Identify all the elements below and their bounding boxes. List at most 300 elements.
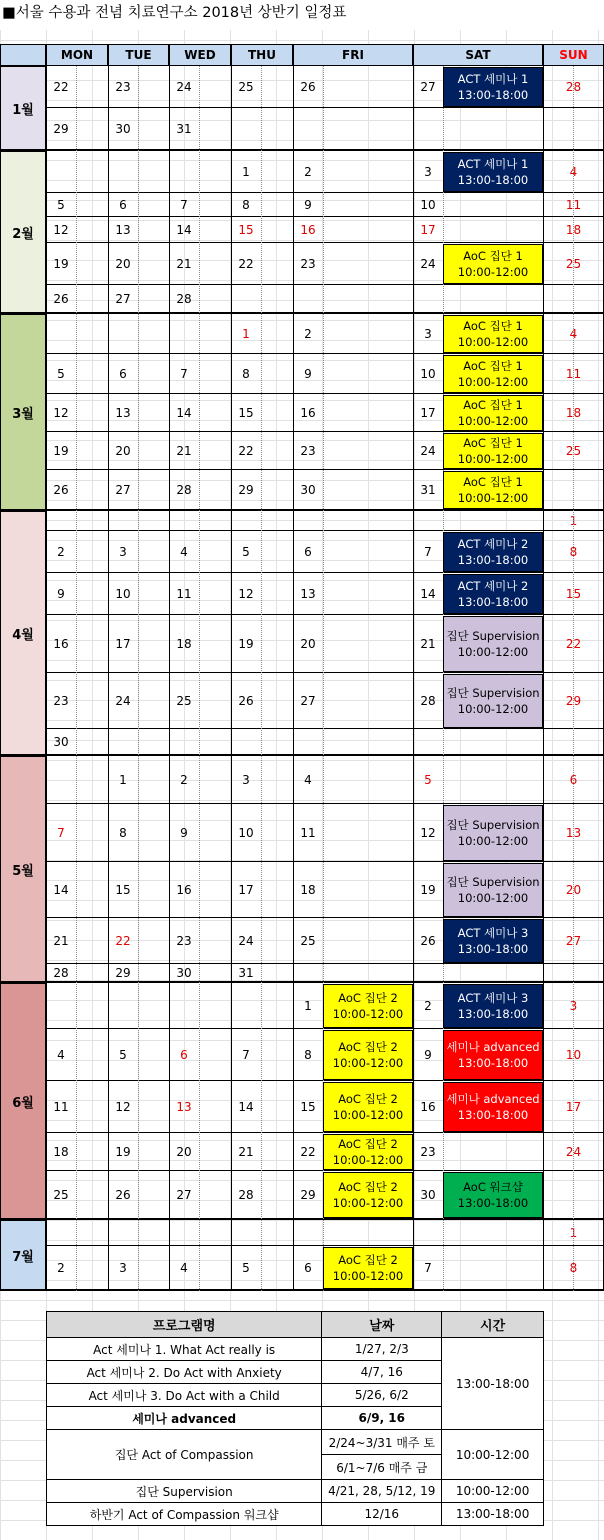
date-cell: 12 bbox=[115, 1100, 131, 1114]
date-cell: 27 bbox=[115, 292, 131, 306]
cell-subdivider bbox=[138, 66, 139, 1291]
column-divider bbox=[293, 44, 294, 1291]
header-corner bbox=[0, 44, 46, 66]
date-cell: 29 bbox=[238, 483, 254, 497]
column-divider bbox=[46, 44, 47, 1291]
date-cell: 6 bbox=[180, 1048, 188, 1062]
date-cell: 1 bbox=[242, 165, 250, 179]
event-aoc bbox=[443, 433, 543, 469]
date-cell: 7 bbox=[424, 545, 432, 559]
date-cell: 4 bbox=[304, 773, 312, 787]
event-title: ACT 세미나 2 bbox=[457, 579, 529, 593]
date-cell: 16 bbox=[176, 883, 192, 897]
program-date: 4/21, 28, 5/12, 19 bbox=[322, 1480, 442, 1503]
date-cell: 29 bbox=[115, 966, 131, 980]
event-title: AoC 집단 2 bbox=[338, 1253, 398, 1267]
event-time: 10:00-12:00 bbox=[457, 645, 529, 659]
date-cell: 23 bbox=[300, 444, 316, 458]
date-cell: 27 bbox=[176, 1188, 192, 1202]
program-name: Act 세미나 3. Do Act with a Child bbox=[47, 1384, 322, 1407]
event-title: ACT 세미나 1 bbox=[457, 157, 529, 171]
date-cell: 22 bbox=[300, 1145, 316, 1159]
event-aoc bbox=[323, 1247, 413, 1289]
event-act bbox=[443, 919, 543, 963]
date-cell: 2 bbox=[57, 545, 65, 559]
date-cell: 15 bbox=[238, 223, 254, 237]
event-time: 13:00-18:00 bbox=[457, 1007, 529, 1021]
event-time: 10:00-12:00 bbox=[457, 375, 529, 389]
date-cell: 31 bbox=[420, 483, 436, 497]
event-aoc bbox=[323, 984, 413, 1028]
date-cell: 9 bbox=[424, 1048, 432, 1062]
date-cell: 14 bbox=[53, 883, 69, 897]
date-cell: 4 bbox=[180, 1261, 188, 1275]
event-title: 집단 Supervision bbox=[446, 629, 540, 643]
date-cell: 2 bbox=[180, 773, 188, 787]
day-header-sun: SUN bbox=[543, 44, 604, 66]
event-time: 10:00-12:00 bbox=[457, 834, 529, 848]
date-cell: 29 bbox=[53, 122, 69, 136]
month-label: 1월 bbox=[0, 66, 46, 150]
event-title: AoC 집단 2 bbox=[338, 1137, 398, 1151]
event-aoc bbox=[443, 395, 543, 431]
date-cell: 17 bbox=[238, 883, 254, 897]
program-name: 집단 Supervision bbox=[47, 1480, 322, 1503]
program-time: 13:00-18:00 bbox=[442, 1503, 544, 1526]
month-label: 5월 bbox=[0, 756, 46, 982]
date-cell: 21 bbox=[53, 934, 69, 948]
date-cell: 3 bbox=[119, 545, 127, 559]
date-cell: 30 bbox=[300, 483, 316, 497]
date-cell: 1 bbox=[569, 1226, 578, 1240]
date-cell: 21 bbox=[420, 637, 436, 651]
event-act bbox=[443, 67, 543, 107]
month-label: 3월 bbox=[0, 314, 46, 510]
page-title: ■서울 수용과 전념 치료연구소 2018년 상반기 일정표 bbox=[0, 0, 604, 30]
date-cell: 6 bbox=[119, 367, 127, 381]
event-title: AoC 집단 1 bbox=[463, 398, 523, 412]
date-cell: 4 bbox=[569, 327, 578, 341]
date-cell: 22 bbox=[238, 444, 254, 458]
date-cell: 8 bbox=[242, 198, 250, 212]
date-cell: 25 bbox=[300, 934, 316, 948]
date-cell: 11 bbox=[176, 587, 192, 601]
date-cell: 10 bbox=[238, 826, 254, 840]
date-cell: 18 bbox=[53, 1145, 69, 1159]
date-cell: 20 bbox=[300, 637, 316, 651]
date-cell: 15 bbox=[565, 587, 582, 601]
date-cell: 12 bbox=[238, 587, 254, 601]
date-cell: 16 bbox=[300, 223, 316, 237]
date-cell: 27 bbox=[300, 694, 316, 708]
date-cell: 5 bbox=[242, 1261, 250, 1275]
date-cell: 9 bbox=[180, 826, 188, 840]
date-cell: 13 bbox=[115, 223, 131, 237]
date-cell: 4 bbox=[57, 1048, 65, 1062]
date-cell: 18 bbox=[565, 223, 582, 237]
event-time: 10:00-12:00 bbox=[332, 1196, 404, 1210]
date-cell: 28 bbox=[238, 1188, 254, 1202]
month-divider bbox=[0, 1218, 604, 1220]
cell-subdivider bbox=[199, 66, 200, 1291]
date-cell: 20 bbox=[115, 444, 131, 458]
event-aoc bbox=[443, 244, 543, 284]
event-title: AoC 집단 1 bbox=[463, 436, 523, 450]
event-adv bbox=[443, 1082, 543, 1132]
date-cell: 5 bbox=[242, 545, 250, 559]
date-cell: 20 bbox=[176, 1145, 192, 1159]
date-cell: 11 bbox=[53, 1100, 69, 1114]
date-cell: 2 bbox=[424, 999, 432, 1013]
program-name: 집단 Act of Compassion bbox=[47, 1430, 322, 1480]
date-cell: 25 bbox=[565, 257, 582, 271]
event-time: 13:00-18:00 bbox=[457, 88, 529, 102]
date-cell: 26 bbox=[238, 694, 254, 708]
program-date: 6/9, 16 bbox=[322, 1407, 442, 1430]
date-cell: 11 bbox=[300, 826, 316, 840]
date-cell: 28 bbox=[53, 966, 69, 980]
event-title: AoC 워크샵 bbox=[463, 1180, 523, 1194]
event-act bbox=[443, 532, 543, 572]
date-cell: 17 bbox=[420, 406, 436, 420]
date-cell: 5 bbox=[424, 773, 432, 787]
event-act bbox=[443, 152, 543, 192]
date-cell: 27 bbox=[565, 934, 582, 948]
date-cell: 13 bbox=[300, 587, 316, 601]
column-divider bbox=[169, 44, 170, 1291]
date-cell: 29 bbox=[565, 694, 582, 708]
event-title: ACT 세미나 2 bbox=[457, 537, 529, 551]
program-row bbox=[47, 1480, 544, 1503]
cell-subdivider bbox=[76, 66, 77, 1291]
cell-subdivider bbox=[573, 66, 574, 1291]
date-cell: 6 bbox=[119, 198, 127, 212]
event-time: 13:00-18:00 bbox=[457, 1108, 529, 1122]
day-header-sat: SAT bbox=[413, 44, 543, 66]
event-time: 10:00-12:00 bbox=[457, 702, 529, 716]
event-title: 세미나 advanced bbox=[446, 1092, 540, 1106]
date-cell: 5 bbox=[57, 367, 65, 381]
date-cell: 24 bbox=[420, 444, 436, 458]
date-cell: 14 bbox=[176, 406, 192, 420]
day-header-mon: MON bbox=[46, 44, 108, 66]
date-cell: 24 bbox=[176, 80, 192, 94]
date-cell: 23 bbox=[53, 694, 69, 708]
date-cell: 12 bbox=[420, 826, 436, 840]
date-cell: 8 bbox=[569, 1261, 578, 1275]
date-cell: 27 bbox=[420, 80, 436, 94]
date-cell: 6 bbox=[304, 545, 312, 559]
date-cell: 7 bbox=[242, 1048, 250, 1062]
program-name: Act 세미나 1. What Act really is bbox=[47, 1338, 322, 1361]
date-cell: 16 bbox=[420, 1100, 436, 1114]
program-time: 13:00-18:00 bbox=[442, 1338, 544, 1430]
day-header-thu: THU bbox=[231, 44, 293, 66]
date-cell: 18 bbox=[300, 883, 316, 897]
date-cell: 25 bbox=[176, 694, 192, 708]
date-cell: 3 bbox=[424, 165, 432, 179]
date-cell: 27 bbox=[115, 483, 131, 497]
event-sup bbox=[443, 805, 543, 861]
date-cell: 22 bbox=[238, 257, 254, 271]
date-cell: 22 bbox=[53, 80, 69, 94]
date-cell: 28 bbox=[420, 694, 436, 708]
date-cell: 25 bbox=[53, 1188, 69, 1202]
event-title: AoC 집단 1 bbox=[463, 319, 523, 333]
event-adv bbox=[443, 1030, 543, 1080]
date-cell: 1 bbox=[242, 327, 250, 341]
event-title: AoC 집단 2 bbox=[338, 1040, 398, 1054]
program-time: 10:00-12:00 bbox=[442, 1430, 544, 1480]
date-cell: 13 bbox=[176, 1100, 192, 1114]
date-cell: 11 bbox=[565, 367, 582, 381]
event-time: 13:00-18:00 bbox=[457, 595, 529, 609]
date-cell: 25 bbox=[238, 80, 254, 94]
date-cell: 3 bbox=[424, 327, 432, 341]
date-cell: 5 bbox=[119, 1048, 127, 1062]
date-cell: 24 bbox=[565, 1145, 582, 1159]
date-cell: 20 bbox=[115, 257, 131, 271]
event-act bbox=[443, 984, 543, 1028]
event-title: ACT 세미나 3 bbox=[457, 926, 529, 940]
date-cell: 12 bbox=[53, 406, 69, 420]
date-cell: 22 bbox=[565, 637, 582, 651]
date-cell: 10 bbox=[565, 1048, 582, 1062]
program-date: 6/1~7/6 매주 금 bbox=[322, 1455, 442, 1480]
month-label: 4월 bbox=[0, 511, 46, 755]
date-cell: 8 bbox=[304, 1048, 312, 1062]
date-cell: 2 bbox=[304, 327, 312, 341]
event-time: 10:00-12:00 bbox=[457, 491, 529, 505]
column-divider bbox=[108, 44, 109, 1291]
date-cell: 14 bbox=[238, 1100, 254, 1114]
date-cell: 5 bbox=[57, 198, 65, 212]
date-cell: 30 bbox=[420, 1188, 436, 1202]
date-cell: 19 bbox=[115, 1145, 131, 1159]
event-sup bbox=[443, 616, 543, 672]
date-cell: 17 bbox=[420, 223, 436, 237]
date-cell: 17 bbox=[565, 1100, 582, 1114]
date-cell: 2 bbox=[304, 165, 312, 179]
date-cell: 16 bbox=[53, 637, 69, 651]
program-date: 4/7, 16 bbox=[322, 1361, 442, 1384]
date-cell: 13 bbox=[565, 826, 582, 840]
date-cell: 9 bbox=[304, 367, 312, 381]
date-cell: 1 bbox=[304, 999, 312, 1013]
event-sup bbox=[443, 863, 543, 917]
program-row bbox=[47, 1503, 544, 1526]
event-title: AoC 집단 2 bbox=[338, 1092, 398, 1106]
program-date: 5/26, 6/2 bbox=[322, 1384, 442, 1407]
event-time: 10:00-12:00 bbox=[332, 1056, 404, 1070]
date-cell: 22 bbox=[115, 934, 131, 948]
program-date: 2/24~3/31 매주 토 bbox=[322, 1430, 442, 1455]
date-cell: 26 bbox=[300, 80, 316, 94]
event-time: 10:00-12:00 bbox=[332, 1269, 404, 1283]
date-cell: 24 bbox=[115, 694, 131, 708]
program-time: 10:00-12:00 bbox=[442, 1480, 544, 1503]
event-time: 10:00-12:00 bbox=[457, 891, 529, 905]
date-cell: 9 bbox=[304, 198, 312, 212]
date-cell: 8 bbox=[569, 545, 578, 559]
date-cell: 16 bbox=[300, 406, 316, 420]
program-time-header: 시간 bbox=[442, 1312, 544, 1338]
date-cell: 13 bbox=[115, 406, 131, 420]
date-cell: 1 bbox=[119, 773, 127, 787]
date-cell: 2 bbox=[57, 1261, 65, 1275]
event-title: 세미나 advanced bbox=[446, 1040, 540, 1054]
date-cell: 26 bbox=[115, 1188, 131, 1202]
event-aoc bbox=[323, 1172, 413, 1218]
date-cell: 21 bbox=[176, 257, 192, 271]
event-time: 10:00-12:00 bbox=[332, 1153, 404, 1167]
event-title: AoC 집단 1 bbox=[463, 475, 523, 489]
date-cell: 14 bbox=[176, 223, 192, 237]
event-time: 13:00-18:00 bbox=[457, 1196, 529, 1210]
day-header-tue: TUE bbox=[108, 44, 169, 66]
date-cell: 3 bbox=[242, 773, 250, 787]
date-cell: 24 bbox=[238, 934, 254, 948]
date-cell: 26 bbox=[53, 292, 69, 306]
date-cell: 18 bbox=[565, 406, 582, 420]
date-cell: 3 bbox=[569, 999, 578, 1013]
date-cell: 31 bbox=[238, 966, 254, 980]
event-title: ACT 세미나 3 bbox=[457, 991, 529, 1005]
event-time: 13:00-18:00 bbox=[457, 1056, 529, 1070]
month-divider bbox=[0, 1289, 604, 1291]
date-cell: 4 bbox=[569, 165, 578, 179]
date-cell: 7 bbox=[180, 367, 188, 381]
program-date: 12/16 bbox=[322, 1503, 442, 1526]
event-title: 집단 Supervision bbox=[446, 686, 540, 700]
date-cell: 28 bbox=[176, 292, 192, 306]
event-time: 10:00-12:00 bbox=[457, 265, 529, 279]
event-work bbox=[443, 1172, 543, 1218]
event-aoc bbox=[443, 471, 543, 509]
date-cell: 23 bbox=[115, 80, 131, 94]
date-cell: 7 bbox=[180, 198, 188, 212]
column-divider bbox=[413, 44, 414, 1291]
event-time: 10:00-12:00 bbox=[457, 335, 529, 349]
date-cell: 25 bbox=[565, 444, 582, 458]
date-cell: 29 bbox=[300, 1188, 316, 1202]
program-date: 1/27, 2/3 bbox=[322, 1338, 442, 1361]
event-sup bbox=[443, 674, 543, 728]
date-cell: 19 bbox=[53, 444, 69, 458]
date-cell: 19 bbox=[420, 883, 436, 897]
date-cell: 20 bbox=[565, 883, 582, 897]
program-name: 하반기 Act of Compassion 워크샵 bbox=[47, 1503, 322, 1526]
date-cell: 31 bbox=[176, 122, 192, 136]
month-label: 6월 bbox=[0, 983, 46, 1219]
program-date-header: 날짜 bbox=[322, 1312, 442, 1338]
event-time: 13:00-18:00 bbox=[457, 942, 529, 956]
date-cell: 11 bbox=[565, 198, 582, 212]
program-table bbox=[46, 1311, 544, 1526]
date-cell: 17 bbox=[115, 637, 131, 651]
date-cell: 3 bbox=[119, 1261, 127, 1275]
program-name: Act 세미나 2. Do Act with Anxiety bbox=[47, 1361, 322, 1384]
row-divider bbox=[46, 728, 604, 729]
date-cell: 6 bbox=[569, 773, 578, 787]
date-cell: 23 bbox=[300, 257, 316, 271]
event-time: 10:00-12:00 bbox=[457, 452, 529, 466]
date-cell: 21 bbox=[176, 444, 192, 458]
event-time: 10:00-12:00 bbox=[332, 1108, 404, 1122]
date-cell: 10 bbox=[420, 198, 436, 212]
event-act bbox=[443, 574, 543, 614]
date-cell: 28 bbox=[176, 483, 192, 497]
event-aoc bbox=[323, 1134, 413, 1170]
date-cell: 23 bbox=[420, 1145, 436, 1159]
event-title: AoC 집단 2 bbox=[338, 991, 398, 1005]
program-name: 세미나 advanced bbox=[47, 1407, 322, 1430]
date-cell: 24 bbox=[420, 257, 436, 271]
date-cell: 10 bbox=[420, 367, 436, 381]
program-header-row bbox=[47, 1312, 544, 1338]
date-cell: 26 bbox=[53, 483, 69, 497]
month-divider bbox=[0, 509, 604, 511]
date-cell: 10 bbox=[115, 587, 131, 601]
date-cell: 18 bbox=[176, 637, 192, 651]
event-aoc bbox=[443, 315, 543, 353]
date-cell: 6 bbox=[304, 1261, 312, 1275]
date-cell: 26 bbox=[420, 934, 436, 948]
event-title: AoC 집단 2 bbox=[338, 1180, 398, 1194]
date-cell: 9 bbox=[57, 587, 65, 601]
column-divider bbox=[543, 44, 544, 1291]
date-cell: 15 bbox=[115, 883, 131, 897]
month-label: 7월 bbox=[0, 1220, 46, 1290]
date-cell: 30 bbox=[115, 122, 131, 136]
date-cell: 8 bbox=[242, 367, 250, 381]
date-cell: 23 bbox=[176, 934, 192, 948]
date-cell: 15 bbox=[300, 1100, 316, 1114]
day-header-fri: FRI bbox=[293, 44, 413, 66]
column-divider bbox=[231, 44, 232, 1291]
date-cell: 12 bbox=[53, 223, 69, 237]
date-cell: 7 bbox=[424, 1261, 432, 1275]
program-name-header: 프로그램명 bbox=[47, 1312, 322, 1338]
date-cell: 8 bbox=[119, 826, 127, 840]
event-title: ACT 세미나 1 bbox=[457, 72, 529, 86]
cell-subdivider bbox=[261, 66, 262, 1291]
event-time: 13:00-18:00 bbox=[457, 173, 529, 187]
event-aoc bbox=[323, 1082, 413, 1132]
event-time: 10:00-12:00 bbox=[332, 1007, 404, 1021]
day-header-wed: WED bbox=[169, 44, 231, 66]
date-cell: 14 bbox=[420, 587, 436, 601]
event-time: 10:00-12:00 bbox=[457, 414, 529, 428]
date-cell: 30 bbox=[176, 966, 192, 980]
month-label: 2월 bbox=[0, 151, 46, 313]
program-row bbox=[47, 1338, 544, 1361]
event-aoc bbox=[443, 355, 543, 393]
event-time: 13:00-18:00 bbox=[457, 553, 529, 567]
event-title: AoC 집단 1 bbox=[463, 359, 523, 373]
date-cell: 1 bbox=[569, 514, 578, 528]
event-title: 집단 Supervision bbox=[446, 818, 540, 832]
date-cell: 19 bbox=[53, 257, 69, 271]
date-cell: 19 bbox=[238, 637, 254, 651]
program-row bbox=[47, 1430, 544, 1455]
date-cell: 30 bbox=[53, 735, 69, 749]
date-cell: 21 bbox=[238, 1145, 254, 1159]
date-cell: 4 bbox=[180, 545, 188, 559]
event-title: 집단 Supervision bbox=[446, 875, 540, 889]
event-title: AoC 집단 1 bbox=[463, 249, 523, 263]
date-cell: 7 bbox=[57, 826, 65, 840]
